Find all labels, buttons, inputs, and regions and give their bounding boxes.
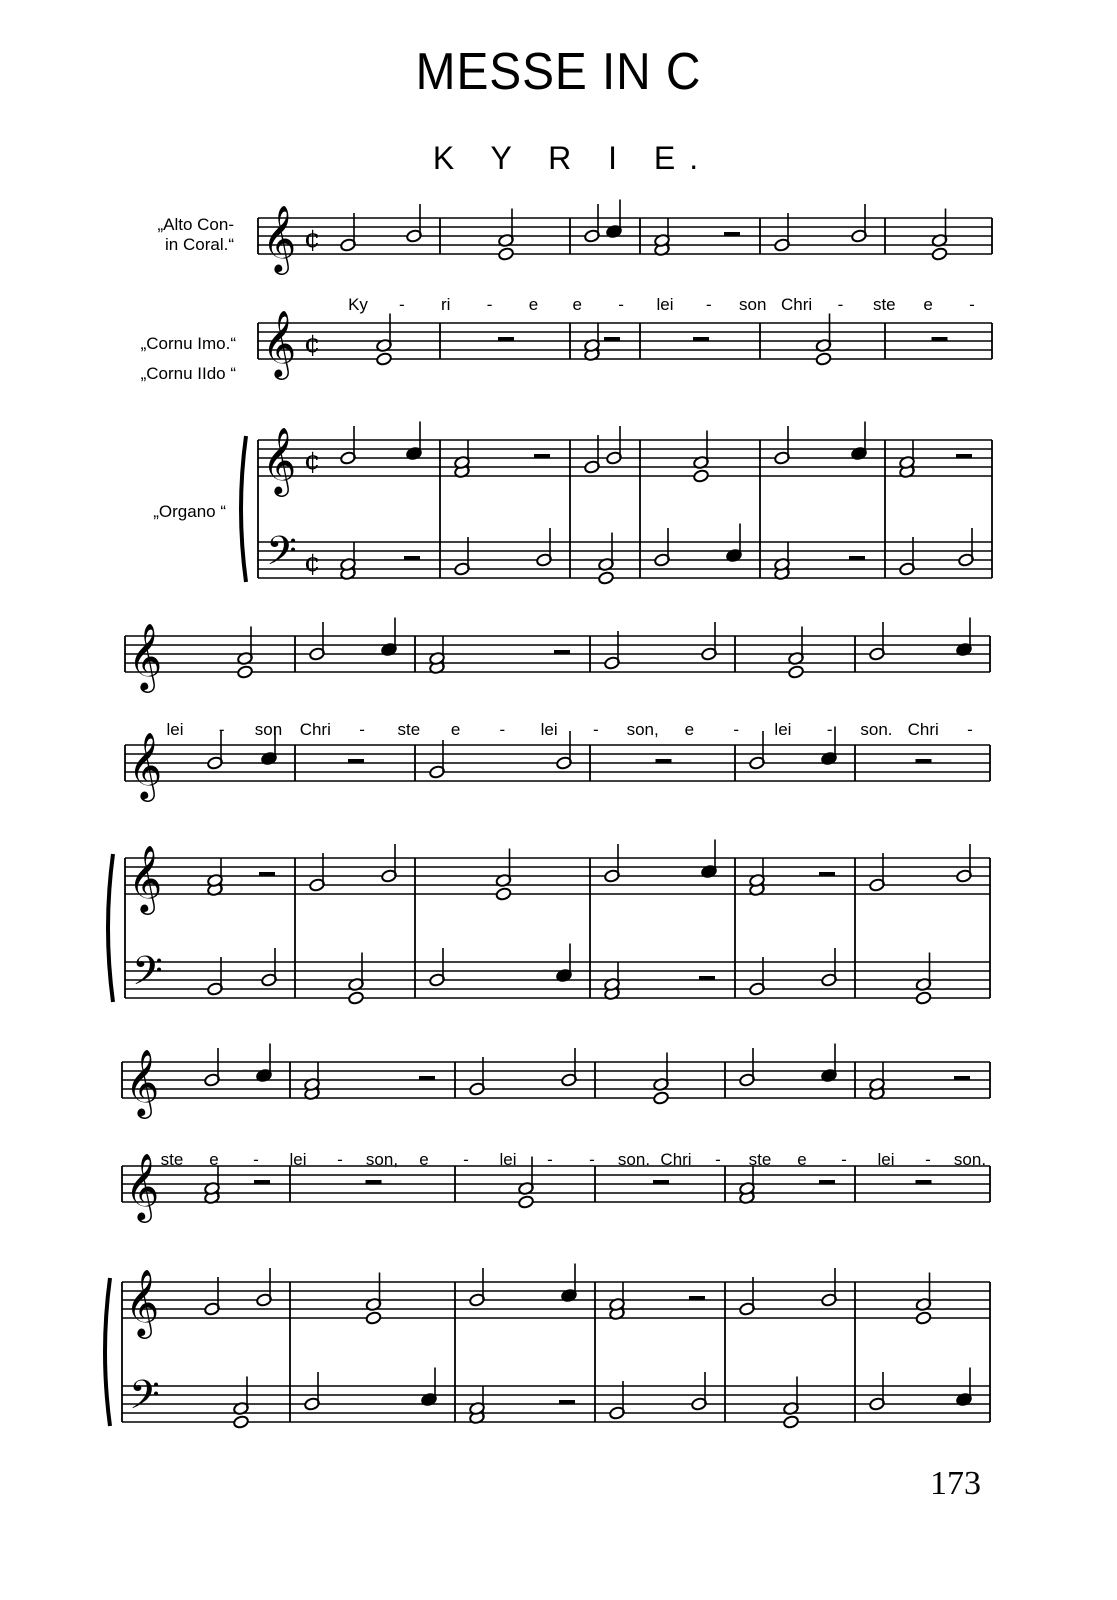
note: [309, 853, 326, 892]
note: [701, 840, 718, 879]
note: [821, 948, 838, 987]
note: [348, 991, 365, 1005]
note: [606, 200, 623, 239]
note: [815, 352, 832, 366]
note: [233, 1415, 250, 1429]
treble-clef-icon: 𝄞: [128, 844, 163, 912]
lyric-syllable: e: [572, 295, 583, 314]
lyric-syllable: lei: [774, 720, 792, 739]
lyric-syllable: -: [547, 1150, 553, 1169]
staff: [125, 962, 990, 998]
staff: [125, 858, 990, 894]
note: [915, 991, 932, 1005]
note: [204, 1048, 221, 1087]
note: [498, 209, 515, 248]
note: [783, 1377, 800, 1416]
half-rest-icon: [419, 1076, 435, 1080]
note: [406, 422, 423, 461]
note: [749, 957, 766, 996]
note: [495, 887, 512, 901]
lyric-syllable: e: [528, 295, 539, 314]
note: [851, 422, 868, 461]
half-rest-icon: [693, 337, 709, 341]
note: [701, 622, 718, 661]
half-rest-icon: [656, 759, 672, 763]
note: [237, 627, 254, 666]
lyric-syllable: e: [923, 295, 933, 314]
note: [365, 1311, 382, 1325]
part-label-cornu-2: „Cornu IIdo “: [140, 364, 236, 383]
note: [774, 426, 791, 465]
staff: [258, 542, 992, 578]
note: [958, 528, 975, 567]
half-rest-icon: [954, 1076, 970, 1080]
treble-clef-icon: 𝄞: [128, 622, 163, 690]
note: [739, 1277, 756, 1316]
half-rest-icon: [819, 872, 835, 876]
half-rest-icon: [554, 650, 570, 654]
cut-time-icon: ¢: [304, 548, 321, 578]
lyric-syllable: Chri: [299, 720, 331, 739]
note: [518, 1157, 535, 1196]
note: [340, 426, 357, 465]
lyric-syllable: -: [837, 295, 844, 314]
lyric-syllable: ste: [397, 720, 421, 739]
half-rest-icon: [724, 232, 740, 236]
note: [693, 431, 710, 470]
note: [788, 627, 805, 666]
lyric-syllable: ste: [160, 1150, 184, 1169]
note: [653, 1091, 670, 1105]
note: [915, 1311, 932, 1325]
note: [340, 213, 357, 252]
lyric-syllable: lei: [540, 720, 558, 739]
note: [653, 1053, 670, 1092]
note: [774, 213, 791, 252]
half-rest-icon: [366, 1180, 382, 1184]
lyric-syllable: -: [359, 720, 365, 739]
note: [454, 537, 471, 576]
bass-clef-icon: 𝄢: [129, 1372, 160, 1428]
lyric-syllable: -: [399, 295, 405, 314]
half-rest-icon: [956, 454, 972, 458]
lyric-syllable: e: [684, 720, 695, 739]
lyric-syllable: son: [254, 720, 283, 739]
note: [421, 1368, 438, 1407]
note: [376, 314, 393, 353]
note: [429, 948, 446, 987]
lyric-syllable: e: [450, 720, 461, 739]
treble-clef-icon: 𝄞: [262, 309, 297, 377]
note: [956, 844, 973, 883]
note: [429, 740, 446, 779]
lyric-syllable: son.: [953, 1150, 987, 1169]
note: [749, 731, 766, 770]
lyric-syllable: -: [337, 1150, 343, 1169]
note: [604, 844, 621, 883]
note: [469, 1268, 486, 1307]
note: [821, 1268, 838, 1307]
lyric-syllable: -: [967, 720, 973, 739]
half-rest-icon: [348, 759, 364, 763]
lyric-syllable: -: [486, 295, 493, 314]
note: [256, 1268, 273, 1307]
treble-clef-icon: 𝄞: [125, 1268, 160, 1336]
note: [609, 1381, 626, 1420]
treble-clef-icon: 𝄞: [262, 204, 297, 272]
note: [469, 1057, 486, 1096]
page-title: MESSE IN C: [415, 43, 702, 101]
staff: [122, 1386, 990, 1422]
half-rest-icon: [404, 556, 420, 560]
lyric-syllable: -: [589, 1150, 595, 1169]
lyric-syllable: -: [733, 720, 740, 739]
note: [207, 957, 224, 996]
note: [561, 1048, 578, 1087]
lyric-syllable: -: [463, 1150, 469, 1169]
lyric-syllable: -: [841, 1150, 847, 1169]
brace-icon: [105, 1278, 110, 1426]
lyric-syllable: ste: [748, 1150, 772, 1169]
lyric-syllable: lei: [289, 1150, 307, 1169]
treble-clef-icon: 𝄞: [128, 731, 163, 799]
note: [931, 247, 948, 261]
note: [561, 1264, 578, 1303]
note: [869, 853, 886, 892]
lyric-syllable: -: [218, 720, 225, 739]
note: [869, 622, 886, 661]
note: [739, 1048, 756, 1087]
half-rest-icon: [534, 454, 550, 458]
bass-clef-icon: 𝄢: [266, 528, 297, 584]
lyric-syllable: lei: [499, 1150, 517, 1169]
note: [956, 618, 973, 657]
note: [788, 665, 805, 679]
note: [304, 1372, 321, 1411]
note: [536, 528, 553, 567]
half-rest-icon: [498, 337, 514, 341]
staff: [258, 440, 992, 476]
note: [309, 622, 326, 661]
cut-time-icon: ¢: [304, 224, 321, 254]
lyric-syllable: -: [826, 720, 833, 739]
half-rest-icon: [689, 1296, 705, 1300]
staff: [258, 218, 992, 254]
note: [381, 618, 398, 657]
note: [654, 528, 671, 567]
note: [233, 1377, 250, 1416]
note: [598, 571, 615, 585]
note: [518, 1195, 535, 1209]
lyric-syllable: lei: [877, 1150, 895, 1169]
part-label-organ: „Organo “: [153, 502, 226, 521]
bass-clef-icon: 𝄢: [132, 948, 163, 1004]
half-rest-icon: [259, 872, 275, 876]
lyric-syllable: -: [618, 295, 624, 314]
note: [204, 1277, 221, 1316]
lyric-syllable: e: [209, 1150, 219, 1169]
half-rest-icon: [849, 556, 865, 560]
note: [821, 1044, 838, 1083]
half-rest-icon: [932, 337, 948, 341]
lyric-syllable: -: [715, 1150, 721, 1169]
lyric-syllable: lei: [166, 720, 184, 739]
lyric-syllable: -: [499, 720, 506, 739]
note: [783, 1415, 800, 1429]
lyric-syllable: -: [593, 720, 599, 739]
half-rest-icon: [916, 759, 932, 763]
lyric-syllable: son,: [365, 1150, 399, 1169]
note: [495, 849, 512, 888]
lyric-syllable: -: [969, 295, 975, 314]
lyric-syllable: Chri: [780, 295, 813, 314]
lyric-syllable: -: [253, 1150, 259, 1169]
treble-clef-icon: 𝄞: [125, 1152, 160, 1220]
note: [556, 944, 573, 983]
half-rest-icon: [653, 1180, 669, 1184]
part-label-cornu-1: „Cornu Imo.“: [140, 334, 236, 353]
brace-icon: [108, 854, 113, 1002]
half-rest-icon: [604, 337, 620, 341]
note: [915, 1273, 932, 1312]
lyric-syllable: ste: [872, 295, 896, 314]
lyric-syllable: son.: [617, 1150, 651, 1169]
lyric-syllable: Chri: [660, 1150, 692, 1169]
note: [261, 948, 278, 987]
staff: [122, 1062, 990, 1098]
note: [815, 314, 832, 353]
note: [237, 665, 254, 679]
staff: [122, 1166, 990, 1202]
note: [931, 209, 948, 248]
part-label-alto: „Alto Con- in Coral.“: [157, 215, 234, 254]
brace-icon: [241, 436, 246, 582]
note: [365, 1273, 382, 1312]
lyric-syllable: Chri: [907, 720, 939, 739]
note: [348, 953, 365, 992]
cut-time-icon: ¢: [304, 329, 321, 359]
note: [604, 631, 621, 670]
note: [899, 537, 916, 576]
note: [915, 953, 932, 992]
note: [691, 1372, 708, 1411]
note: [584, 204, 601, 243]
half-rest-icon: [916, 1180, 932, 1184]
staff: [122, 1282, 990, 1318]
lyric-syllable: son: [738, 295, 767, 314]
lyric-syllable: Ky: [348, 295, 368, 314]
note: [851, 204, 868, 243]
half-rest-icon: [819, 1180, 835, 1184]
note: [598, 533, 615, 572]
note: [556, 731, 573, 770]
note: [956, 1368, 973, 1407]
half-rest-icon: [559, 1400, 575, 1404]
lyric-syllable: -: [706, 295, 712, 314]
note: [869, 1372, 886, 1411]
treble-clef-icon: 𝄞: [125, 1048, 160, 1116]
note: [606, 426, 623, 465]
movement-title: K Y R I E.: [432, 140, 713, 176]
lyric-syllable: son.: [860, 720, 893, 739]
note: [498, 247, 515, 261]
staff: [258, 323, 992, 359]
note: [693, 469, 710, 483]
lyric-syllable: lei: [656, 295, 674, 314]
lyric-syllable: e: [419, 1150, 429, 1169]
half-rest-icon: [699, 976, 715, 980]
half-rest-icon: [254, 1180, 270, 1184]
lyric-syllable: son,: [626, 720, 659, 739]
note: [406, 204, 423, 243]
note: [584, 435, 601, 474]
note: [376, 352, 393, 366]
cut-time-icon: ¢: [304, 446, 321, 476]
note: [726, 524, 743, 563]
note: [256, 1044, 273, 1083]
page-number: 173: [930, 1465, 981, 1502]
lyric-syllable: ri: [440, 295, 451, 314]
lyric-syllable: -: [925, 1150, 931, 1169]
note: [381, 844, 398, 883]
treble-clef-icon: 𝄞: [262, 426, 297, 494]
lyric-syllable: e: [797, 1150, 807, 1169]
